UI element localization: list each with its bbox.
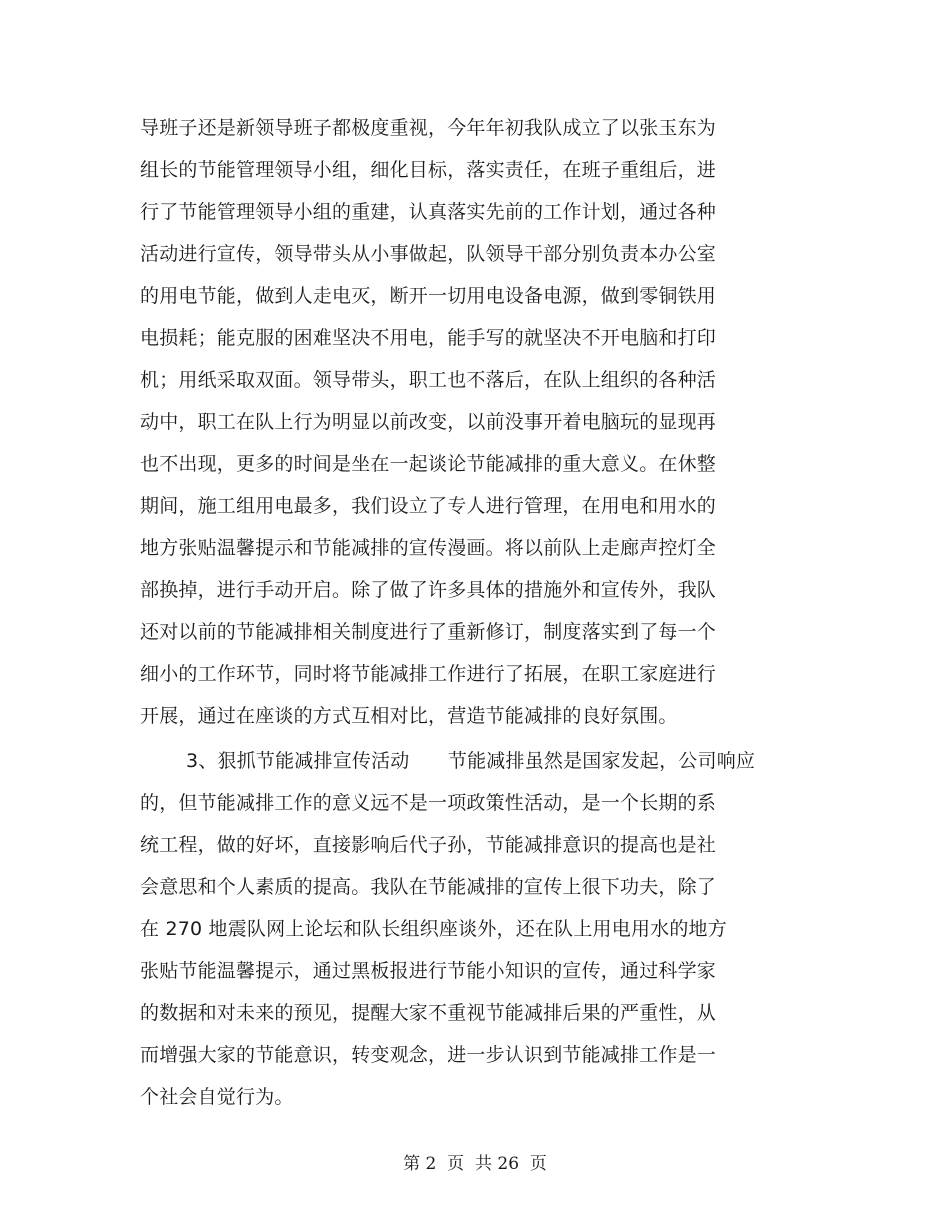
body-text-line: 在 270 地震队网上论坛和队长组织座谈外，还在队上用电用水的地方 [140, 918, 727, 940]
body-text-line: 统工程，做的好坏，直接影响后代子孙，节能减排意识的提高也是社 [140, 834, 717, 856]
body-text-line: 张贴节能温馨提示，通过黑板报进行节能小知识的宣传，通过科学家 [140, 960, 717, 982]
page-number-footer: 第 2 页 共 26 页 [403, 1154, 547, 1174]
body-text-line: 机；用纸采取双面。领导带头，职工也不落后，在队上组织的各种活 [140, 369, 717, 391]
body-text-line: 部换掉，进行手动开启。除了做了许多具体的措施外和宣传外，我队 [140, 579, 717, 601]
body-text-line: 动中，职工在队上行为明显以前改变，以前没事开着电脑玩的显现再 [140, 411, 717, 433]
body-text-line: 也不出现，更多的时间是坐在一起谈论节能减排的重大意义。在休整 [140, 453, 717, 475]
section-heading-line: 3、狠抓节能减排宣传活动 节能减排虽然是国家发起，公司响应 [186, 750, 756, 772]
body-text-line: 导班子还是新领导班子都极度重视，今年年初我队成立了以张玉东为 [140, 117, 717, 139]
body-text-line: 行了节能管理领导小组的重建，认真落实先前的工作计划，通过各种 [140, 201, 717, 223]
body-text-line: 电损耗；能克服的困难坚决不用电，能手写的就坚决不开电脑和打印 [140, 327, 717, 349]
body-text-line: 组长的节能管理领导小组，细化目标，落实责任，在班子重组后，进 [140, 159, 717, 181]
body-text-line: 会意思和个人素质的提高。我队在节能减排的宣传上很下功夫，除了 [140, 876, 717, 898]
body-text-line: 个社会自觉行为。 [140, 1086, 294, 1108]
body-text-line: 期间，施工组用电最多，我们设立了专人进行管理，在用电和用水的 [140, 495, 717, 517]
body-text-line: 地方张贴温馨提示和节能减排的宣传漫画。将以前队上走廊声控灯全 [140, 537, 717, 559]
body-text-line: 还对以前的节能减排相关制度进行了重新修订，制度落实到了每一个 [140, 621, 717, 643]
body-text-line: 而增强大家的节能意识，转变观念，进一步认识到节能减排工作是一 [140, 1044, 717, 1066]
body-text-line: 细小的工作环节，同时将节能减排工作进行了拓展，在职工家庭进行 [140, 663, 717, 685]
body-text-line: 活动进行宣传，领导带头从小事做起，队领导干部分别负责本办公室 [140, 243, 717, 265]
body-text-line: 的用电节能，做到人走电灭，断开一切用电设备电源，做到零铜铁用 [140, 285, 717, 307]
body-text-line: 开展，通过在座谈的方式互相对比，营造节能减排的良好氛围。 [140, 705, 678, 727]
body-text-line: 的数据和对未来的预见，提醒大家不重视节能减排后果的严重性，从 [140, 1002, 717, 1024]
body-text-line: 的，但节能减排工作的意义远不是一项政策性活动，是一个长期的系 [140, 792, 717, 814]
